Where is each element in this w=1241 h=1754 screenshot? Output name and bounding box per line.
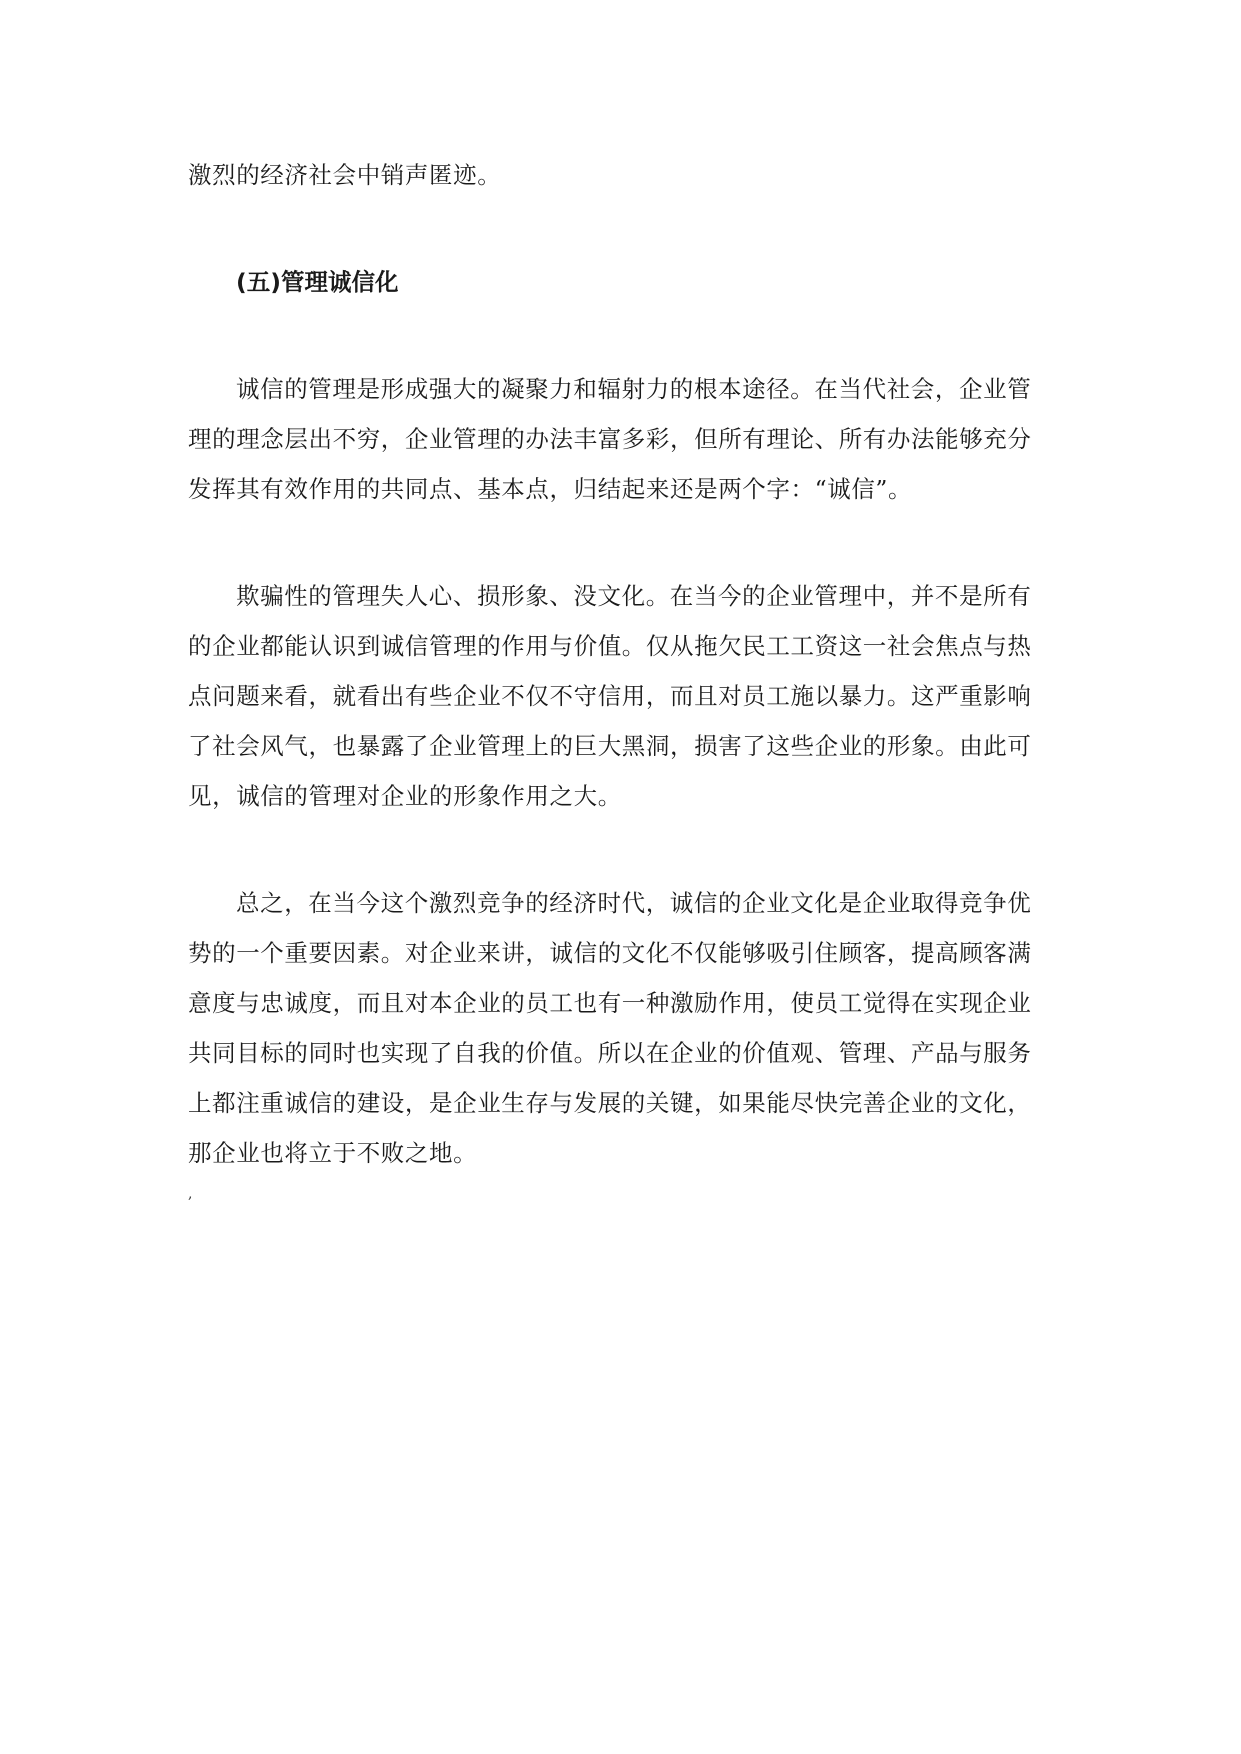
paragraph-line: 欺骗性的管理失人心、损形象、没文化。在当今的企业管理中，并不是所有 bbox=[236, 582, 1032, 610]
opening-line: 激烈的经济社会中销声匿迹。 bbox=[188, 161, 502, 189]
paragraph-line: 总之，在当今这个激烈竞争的经济时代，诚信的企业文化是企业取得竞争优 bbox=[236, 889, 1032, 917]
paragraph-line: 了社会风气，也暴露了企业管理上的巨大黑洞，损害了这些企业的形象。由此可 bbox=[188, 732, 1032, 760]
paragraph-deceptive-management bbox=[188, 571, 1052, 821]
paragraph-line: 那企业也将立于不败之地。 bbox=[188, 1139, 478, 1167]
paragraph-gap bbox=[188, 200, 1052, 257]
paragraph-line: 诚信的管理是形成强大的凝聚力和辐射力的根本途径。在当代社会，企业管 bbox=[236, 375, 1032, 403]
paragraph-line: 意度与忠诚度，而且对本企业的员工也有一种激励作用，使员工觉得在实现企业 bbox=[188, 989, 1032, 1017]
paragraph-line: 势的一个重要因素。对企业来讲，诚信的文化不仅能够吸引住顾客，提高顾客满 bbox=[188, 939, 1032, 967]
paragraph-line: 上都注重诚信的建设，是企业生存与发展的关键，如果能尽快完善企业的文化， bbox=[188, 1089, 1032, 1117]
paragraph-conclusion bbox=[188, 878, 1052, 1178]
paragraph-gap bbox=[188, 307, 1052, 364]
section-heading: (五)管理诚信化 bbox=[236, 268, 399, 296]
paragraph-line: 共同目标的同时也实现了自我的价值。所以在企业的价值观、管理、产品与服务 bbox=[188, 1039, 1032, 1067]
trailing-mark: , bbox=[188, 1186, 193, 1202]
paragraph-line: 的企业都能认识到诚信管理的作用与价值。仅从拖欠民工工资这一社会焦点与热 bbox=[188, 632, 1032, 660]
paragraph-integrity-management bbox=[188, 364, 1052, 514]
paragraph-gap bbox=[188, 821, 1052, 878]
paragraph-line: 理的理念层出不穷，企业管理的办法丰富多彩，但所有理论、所有办法能够充分 bbox=[188, 425, 1032, 453]
paragraph-line: 点问题来看，就看出有些企业不仅不守信用，而且对员工施以暴力。这严重影响 bbox=[188, 682, 1032, 710]
paragraph-line: 见，诚信的管理对企业的形象作用之大。 bbox=[188, 782, 622, 810]
paragraph-gap bbox=[188, 514, 1052, 571]
paragraph-line: 发挥其有效作用的共同点、基本点，归结起来还是两个字：“诚信”。 bbox=[188, 475, 913, 503]
document-body bbox=[188, 150, 1052, 1204]
